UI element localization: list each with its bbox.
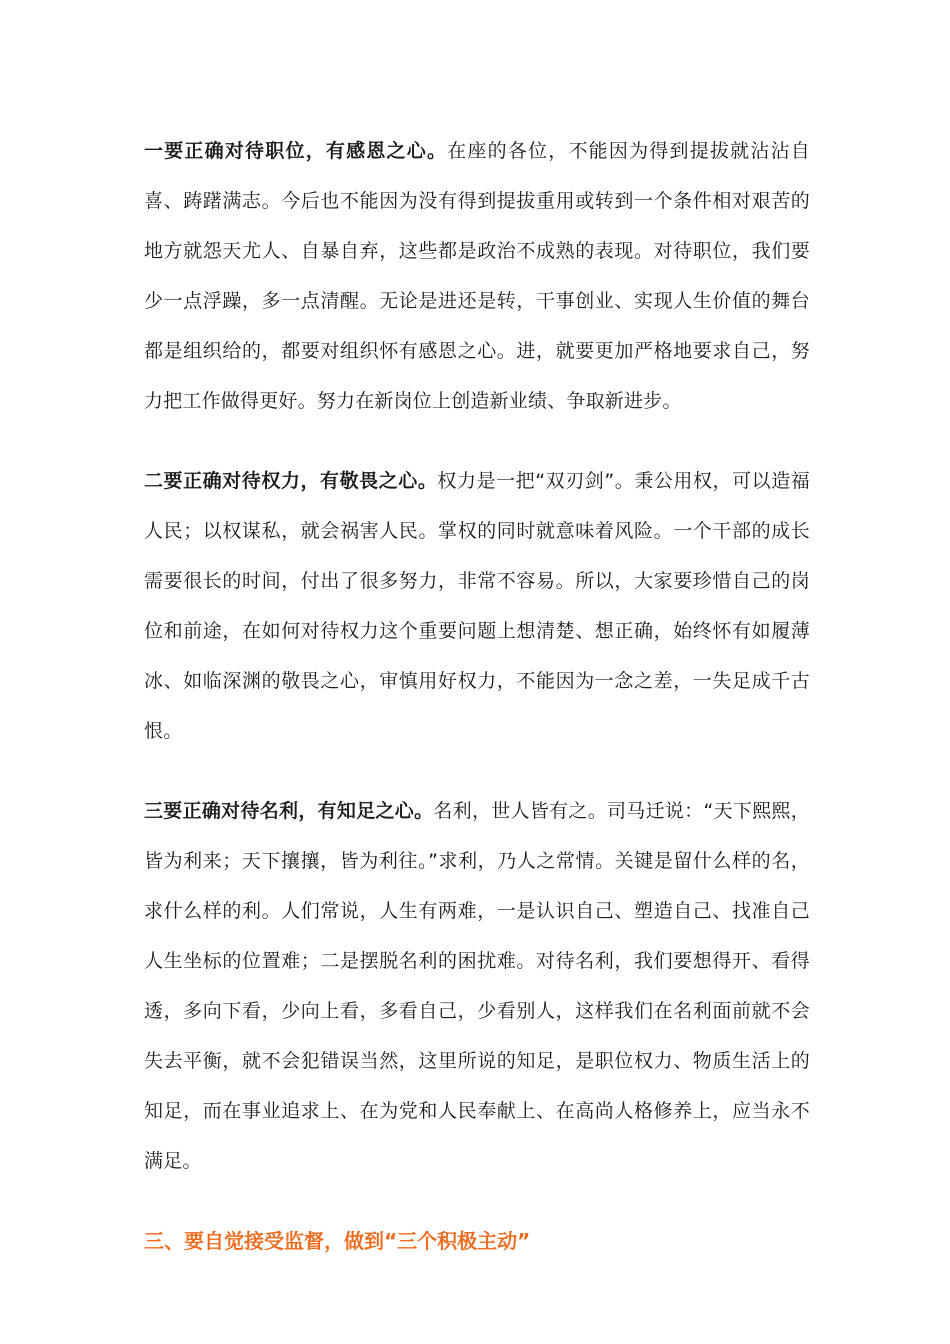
paragraph-position bbox=[144, 126, 810, 426]
paragraph-lead: 一要正确对待职位，有感恩之心。 bbox=[144, 140, 448, 162]
paragraph-text: 名利，世人皆有之。司马迁说：“天下熙熙，皆为利来；天下攘攘，皆为利往。”求利，乃人之常情。关键是留什么样的名，求什么样的利。人们常说，人生有两难，一是认识自己、塑造自己、找准自己人生坐标的位置难；二是摆脱名利的困扰难。对待名利，我们要想得开、看得透，多向下看，少向上看，多看自己，少看别人，这样我们在名利面前就不会失去平衡，就不会犯错误当然，这里所说的知足，是职位权力、物质生活上的知足，而在事业追求上、在为党和人民奉献上、在高尚人格修养上，应当永不满足。 bbox=[144, 800, 810, 1172]
paragraph-text: 在座的各位，不能因为得到提拔就沾沾自喜、踌躇满志。今后也不能因为没有得到提拔重用或转到一个条件相对艰苦的地方就怨天尤人、自暴自弃，这些都是政治不成熟的表现。对待职位，我们要少一点浮躁，多一点清醒。无论是进还是转，干事创业、实现人生价值的舞台都是组织给的，都要对组织怀有感恩之心。进，就要更加严格地要求自己，努力把工作做得更好。努力在新岗位上创造新业绩、争取新进步。 bbox=[144, 140, 810, 412]
document-body bbox=[144, 126, 810, 1266]
paragraph-lead: 三要正确对待名利，有知足之心。 bbox=[144, 800, 434, 822]
paragraph-fame bbox=[144, 786, 810, 1186]
paragraph-power bbox=[144, 456, 810, 756]
section-heading: 三、要自觉接受监督，做到“三个积极主动” bbox=[144, 1229, 531, 1253]
paragraph-lead: 二要正确对待权力，有敬畏之心。 bbox=[144, 470, 438, 492]
paragraph-text: 权力是一把“双刃剑”。秉公用权，可以造福人民；以权谋私，就会祸害人民。掌权的同时就意味着风险。一个干部的成长需要很长的时间，付出了很多努力，非常不容易。所以，大家要珍惜自己的岗位和前途，在如何对待权力这个重要问题上想清楚、想正确，始终怀有如履薄冰、如临深渊的敬畏之心，审慎用好权力，不能因为一念之差，一失足成千古恨。 bbox=[144, 470, 810, 742]
